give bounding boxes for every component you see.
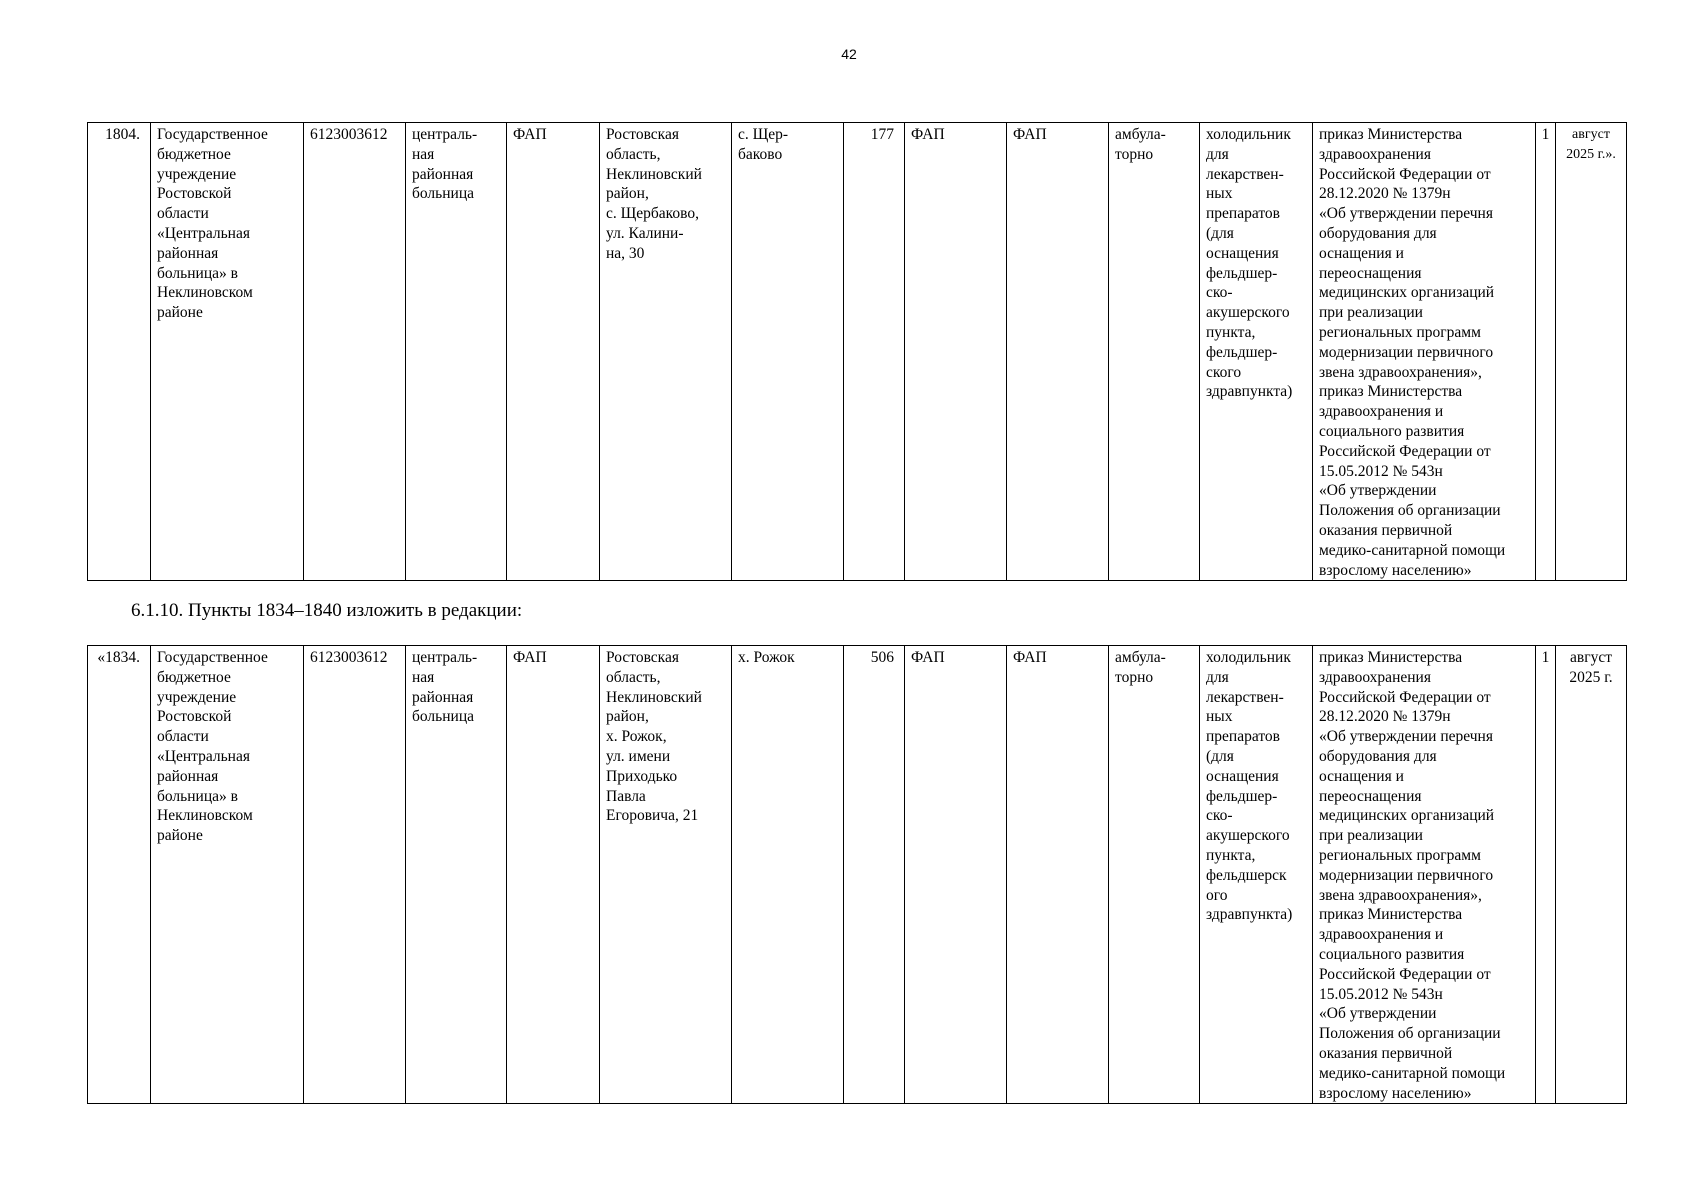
cell-subdivision2: ФАП — [1007, 123, 1109, 581]
cell-unit: ФАП — [507, 646, 600, 1104]
cell-quantity: 1 — [1536, 646, 1556, 1104]
cell-population: 177 — [844, 123, 905, 581]
cell-equipment: холодильник для лекарствен- ных препаратов (для оснащения фельдшер- ско- акушерского пункта, фельдшер- ского здравпункта) — [1200, 123, 1313, 581]
cell-number: «1834. — [88, 646, 151, 1104]
cell-subdivision: ФАП — [905, 123, 1007, 581]
cell-basis: приказ Министерства здравоохранения Российской Федерации от 28.12.2020 № 1379н «Об утверждении перечня оборудования для оснащения и переоснащения медицинских организаций при реализации региональных программ модернизации первичного звена здравоохранения», приказ Министерства здравоохранения и социального развития Российской Федерации от 15.05.2012 № 543н «Об утверждении Положения об организации оказания первичной медико-санитарной помощи взрослому населению» — [1313, 123, 1536, 581]
cell-number: 1804. — [88, 123, 151, 581]
cell-institution: Государственное бюджетное учреждение Ростовской области «Центральная районная больница» в Неклиновском районе — [151, 123, 304, 581]
cell-type: централь- ная районная больница — [406, 646, 507, 1104]
section-heading: 6.1.10. Пункты 1834–1840 изложить в редакции: — [131, 600, 523, 621]
cell-subdivision2: ФАП — [1007, 646, 1109, 1104]
cell-basis: приказ Министерства здравоохранения Российской Федерации от 28.12.2020 № 1379н «Об утверждении перечня оборудования для оснащения и переоснащения медицинских организаций при реализации региональных программ модернизации первичного звена здравоохранения», приказ Министерства здравоохранения и социального развития Российской Федерации от 15.05.2012 № 543н «Об утверждении Положения об организации оказания первичной медико-санитарной помощи взрослому населению» — [1313, 646, 1536, 1104]
cell-subdivision: ФАП — [905, 646, 1007, 1104]
cell-address: Ростовская область, Неклиновский район, с. Щербаково, ул. Калини- на, 30 — [600, 123, 732, 581]
cell-settlement: с. Щер- баково — [732, 123, 844, 581]
table-row — [88, 123, 1627, 581]
cell-inn: 6123003612 — [304, 123, 406, 581]
cell-address: Ростовская область, Неклиновский район, х. Рожок, ул. имени Приходько Павла Егоровича, 21 — [600, 646, 732, 1104]
cell-quantity: 1 — [1536, 123, 1556, 581]
cell-care-form: амбула- торно — [1109, 646, 1200, 1104]
table-row — [88, 646, 1627, 1104]
table-row-1834 — [87, 645, 1627, 1104]
cell-care-form: амбула- торно — [1109, 123, 1200, 581]
cell-inn: 6123003612 — [304, 646, 406, 1104]
table-row-1804 — [87, 122, 1627, 581]
cell-type: централь- ная районная больница — [406, 123, 507, 581]
page-number: 42 — [841, 46, 857, 62]
cell-population: 506 — [844, 646, 905, 1104]
cell-settlement: х. Рожок — [732, 646, 844, 1104]
cell-equipment: холодильник для лекарствен- ных препаратов (для оснащения фельдшер- ско- акушерского пункта, фельдшерск ого здравпункта) — [1200, 646, 1313, 1104]
cell-date: август 2025 г.». — [1556, 123, 1627, 581]
cell-institution: Государственное бюджетное учреждение Ростовской области «Центральная районная больница» в Неклиновском районе — [151, 646, 304, 1104]
cell-unit: ФАП — [507, 123, 600, 581]
cell-date: август 2025 г. — [1556, 646, 1627, 1104]
